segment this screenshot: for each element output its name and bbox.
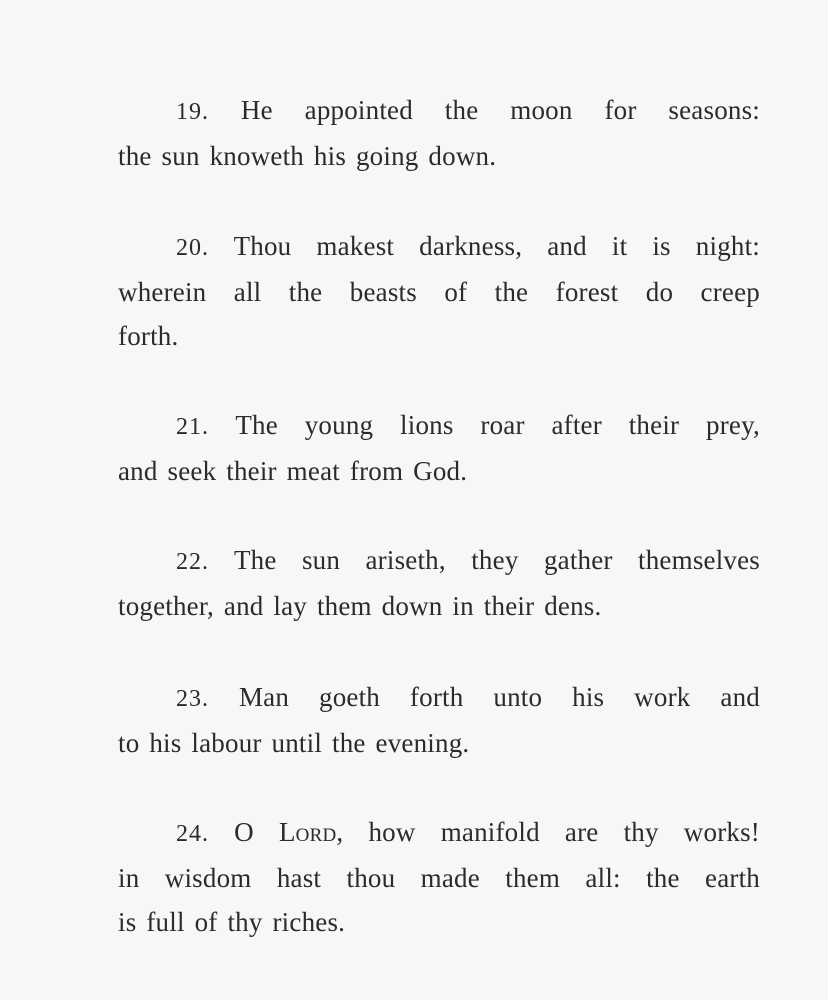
verse-line: Man goeth forth unto his work and [238, 682, 760, 712]
verse-19 [118, 88, 760, 178]
verse-24 [118, 810, 760, 944]
verse-line: Thou makest darkness, and it is night: [233, 231, 761, 261]
verse-line: is full of thy riches. [118, 907, 346, 937]
verse-line: forth. [118, 321, 179, 351]
verse-line: wherein all the beasts of the forest do creep [118, 277, 760, 307]
verse-number: 24. [176, 821, 209, 847]
verse-23 [118, 675, 760, 765]
verse-line: The young lions roar after their prey, [235, 410, 760, 440]
verse-number: 23. [176, 686, 209, 712]
verse-21 [118, 403, 760, 493]
verse-number: 22. [176, 549, 209, 575]
verse-number: 21. [176, 414, 209, 440]
verse-line: and seek their meat from God. [118, 456, 468, 486]
lord-small-caps: Lord [278, 817, 337, 847]
verse-20 [118, 224, 760, 358]
verse-line: He appointed the moon for seasons: [240, 95, 761, 125]
verse-22 [118, 538, 760, 628]
verse-line: together, and lay them down in their dens. [118, 591, 602, 621]
verse-number: 19. [176, 99, 209, 125]
verse-line: O Lord, how manifold are thy works! [234, 817, 760, 847]
verse-line: The sun ariseth, they gather themselves [233, 545, 761, 575]
verse-line: the sun knoweth his going down. [118, 141, 497, 171]
verse-line: to his labour until the evening. [118, 728, 470, 758]
verse-number: 20. [176, 235, 209, 261]
verse-line: in wisdom hast thou made them all: the earth [118, 863, 760, 893]
